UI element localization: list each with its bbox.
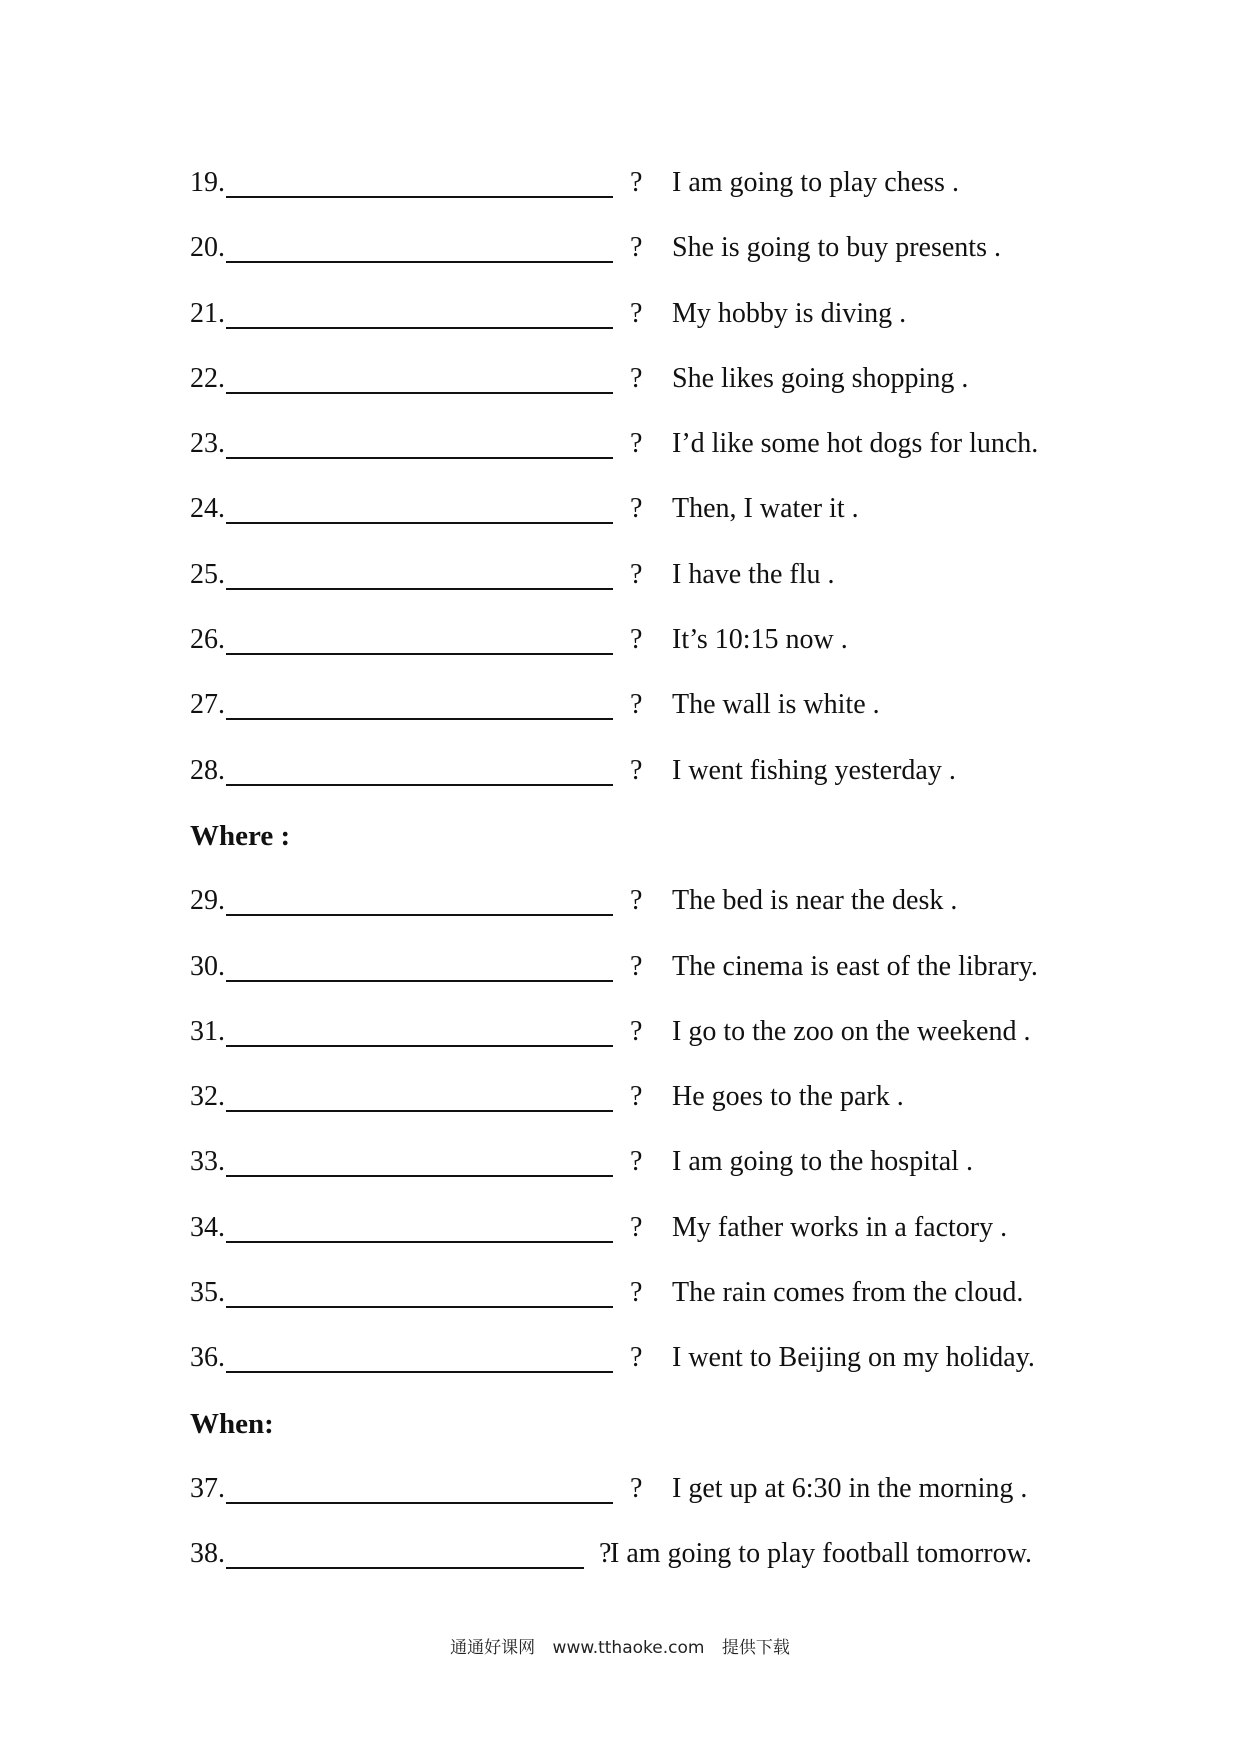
question-number: 24.: [190, 493, 225, 525]
question-number: 36.: [190, 1342, 225, 1374]
question-mark: ?: [630, 362, 643, 394]
answer-blank: [226, 1371, 613, 1373]
question-mark: ?: [599, 1538, 612, 1570]
question-row: [190, 1531, 1090, 1596]
answer-blank: [226, 261, 613, 263]
section-heading-when: [190, 1401, 1090, 1466]
section-title: Where :: [190, 819, 291, 852]
question-mark: ?: [630, 167, 643, 198]
answer-text: The wall is white .: [672, 689, 880, 721]
answer-blank: [226, 1502, 613, 1504]
answer-blank: [226, 1175, 613, 1177]
question-mark: ?: [630, 1015, 643, 1047]
answer-blank: [226, 1110, 613, 1112]
answer-blank: [226, 196, 613, 198]
answer-blank: [226, 784, 613, 786]
answer-blank: [226, 522, 613, 524]
answer-blank: [226, 653, 613, 655]
question-row: [190, 682, 1090, 747]
question-row: [190, 356, 1090, 421]
question-mark: ?: [630, 428, 643, 460]
question-mark: ?: [630, 558, 643, 590]
answer-text: It’s 10:15 now .: [672, 624, 848, 656]
answer-text: My hobby is diving .: [672, 297, 907, 329]
footer-url: www.tthaoke.com: [552, 1638, 705, 1658]
question-row: [190, 291, 1090, 356]
question-mark: ?: [630, 950, 643, 982]
answer-text: I went fishing yesterday .: [672, 754, 956, 786]
answer-blank: [226, 914, 613, 916]
question-number: 37.: [190, 1472, 225, 1504]
answer-text: My father works in a factory .: [672, 1211, 1008, 1243]
question-row: [190, 552, 1090, 617]
question-mark: ?: [630, 754, 643, 786]
question-number: 35.: [190, 1277, 225, 1309]
answer-blank: [226, 1567, 584, 1569]
answer-text: I get up at 6:30 in the morning .: [672, 1472, 1028, 1504]
question-mark: ?: [630, 885, 643, 917]
answer-blank: [226, 588, 613, 590]
question-number: 22.: [190, 362, 225, 394]
answer-text: I go to the zoo on the weekend .: [672, 1015, 1031, 1047]
answer-text: I have the flu .: [672, 558, 835, 590]
question-number: 19.: [190, 167, 225, 198]
answer-blank: [226, 327, 613, 329]
answer-blank: [226, 718, 613, 720]
question-number: 32.: [190, 1081, 225, 1113]
question-number: 26.: [190, 624, 225, 656]
question-number: 34.: [190, 1211, 225, 1243]
question-row: [190, 617, 1090, 682]
question-row: [190, 421, 1090, 486]
question-row: [190, 944, 1090, 1009]
question-row: [190, 748, 1090, 813]
answer-blank: [226, 1306, 613, 1308]
question-number: 21.: [190, 297, 225, 329]
answer-text: I am going to play football tomorrow.: [610, 1538, 1032, 1570]
question-row: [190, 1139, 1090, 1204]
section-title: When:: [190, 1407, 274, 1440]
question-mark: ?: [630, 1081, 643, 1113]
answer-text: Then, I water it .: [672, 493, 859, 525]
footer-note: 提供下载: [721, 1638, 790, 1658]
question-number: 31.: [190, 1015, 225, 1047]
answer-blank: [226, 457, 613, 459]
question-row: [190, 160, 1090, 225]
question-list: [190, 160, 1090, 1597]
question-number: 28.: [190, 754, 225, 786]
question-row: [190, 486, 1090, 551]
answer-blank: [226, 1241, 613, 1243]
question-mark: ?: [630, 1211, 643, 1243]
question-number: 27.: [190, 689, 225, 721]
answer-text: I am going to the hospital .: [672, 1146, 973, 1178]
question-mark: ?: [630, 1472, 643, 1504]
answer-text: The cinema is east of the library.: [672, 950, 1038, 982]
question-row: [190, 1466, 1090, 1531]
footer-site-name: 通通好课网: [450, 1638, 536, 1658]
question-row: [190, 1270, 1090, 1335]
answer-text: She is going to buy presents .: [672, 232, 1001, 264]
answer-text: The bed is near the desk .: [672, 885, 958, 917]
question-row: [190, 1009, 1090, 1074]
question-mark: ?: [630, 1342, 643, 1374]
question-row: [190, 225, 1090, 290]
answer-text: I’d like some hot dogs for lunch.: [672, 428, 1039, 460]
answer-blank: [226, 980, 613, 982]
question-row: [190, 1074, 1090, 1139]
answer-text: I went to Beijing on my holiday.: [672, 1342, 1035, 1374]
answer-text: He goes to the park .: [672, 1081, 904, 1113]
question-number: 29.: [190, 885, 225, 917]
question-mark: ?: [630, 689, 643, 721]
question-row: [190, 878, 1090, 943]
answer-blank: [226, 1045, 613, 1047]
section-heading-where: [190, 813, 1090, 878]
question-number: 25.: [190, 558, 225, 590]
page-footer: [0, 1633, 1240, 1658]
question-number: 20.: [190, 232, 225, 264]
question-mark: ?: [630, 1277, 643, 1309]
question-mark: ?: [630, 493, 643, 525]
question-mark: ?: [630, 297, 643, 329]
answer-text: I am going to play chess .: [672, 167, 959, 198]
answer-blank: [226, 392, 613, 394]
question-row: [190, 1335, 1090, 1400]
question-number: 33.: [190, 1146, 225, 1178]
answer-text: The rain comes from the cloud.: [672, 1277, 1024, 1309]
question-mark: ?: [630, 232, 643, 264]
answer-text: She likes going shopping .: [672, 362, 969, 394]
question-number: 38.: [190, 1538, 225, 1570]
question-mark: ?: [630, 624, 643, 656]
question-row: [190, 1205, 1090, 1270]
question-mark: ?: [630, 1146, 643, 1178]
question-number: 30.: [190, 950, 225, 982]
question-number: 23.: [190, 428, 225, 460]
